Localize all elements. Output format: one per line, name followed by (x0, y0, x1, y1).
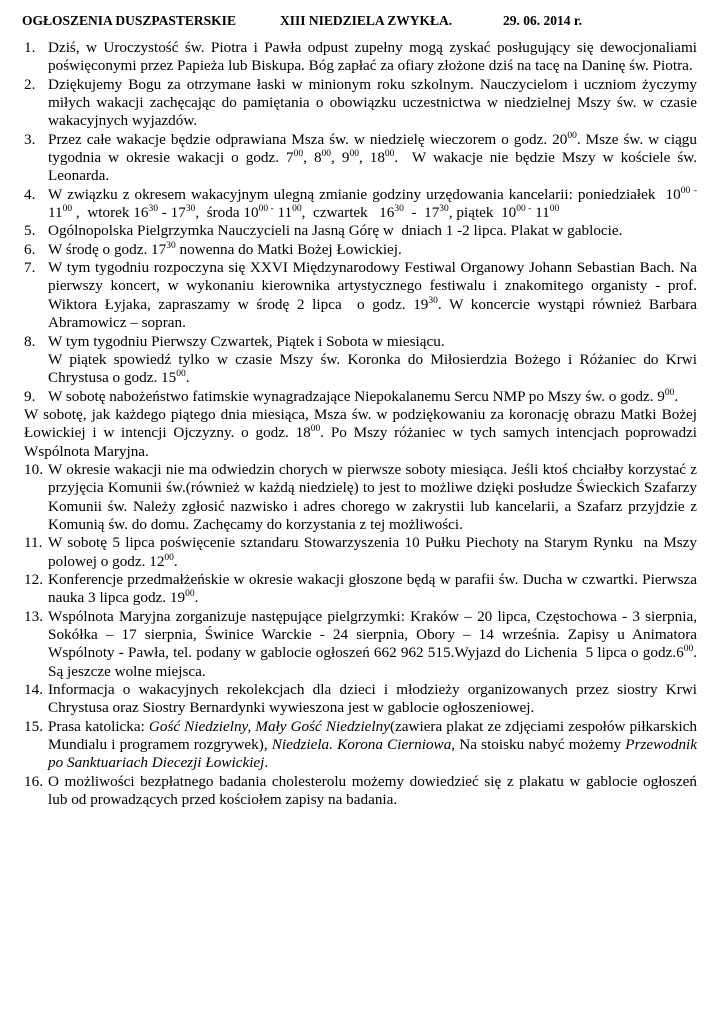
header-title: OGŁOSZENIA DUSZPASTERSKIE (22, 13, 236, 28)
item-number: 16. (24, 772, 43, 790)
announcement-item (24, 259, 697, 332)
announcement-item (24, 333, 697, 388)
item-number: 8. (24, 332, 36, 350)
announcement-item (24, 186, 697, 223)
item-text: Informacja o wakacyjnych rekolekcjach dla dzieci i młodzieży organizowanych przez siostry Krwi Chrystusa oraz Siostry Bernardynki wywieszona jest w gablocie ogłoszeniowej. (48, 681, 697, 717)
item-text: Ogólnopolska Pielgrzymka Nauczycieli na Jasną Górę w dniach 1 -2 lipca. Plakat w gablocie. (48, 222, 623, 240)
item-number: 5. (24, 222, 36, 240)
announcement-list (24, 39, 697, 809)
item-number: 4. (24, 185, 36, 203)
announcement-item (24, 773, 697, 810)
announcement-item (24, 222, 697, 240)
announcement-item (24, 461, 697, 534)
item-text: W okresie wakacji nie ma odwiedzin chorych w pierwsze soboty miesiąca. Jeśli ktoś chciałby korzystać z przyjęcia Komunii św.(również w każdą niedzielę) to jest to możliwe dzięki posłudze Świeckich Szafarzy Komunii św. Należy zgłosić nazwisko i adres chorego w zakrystii lub kancelarii, a Szafarz przyjdzie z Komunią św. do domu. Zachęcamy do korzystania z tej możliwości. (48, 460, 697, 533)
item-number: 12. (24, 570, 43, 588)
item-text: O możliwości bezpłatnego badania cholesterolu możemy dowiedzieć się z plakatu w gablocie ogłoszeń lub od prowadzących przed kościołem zapisy na badania. (48, 772, 697, 809)
header-sunday: XIII NIEDZIELA ZWYKŁA. (280, 13, 453, 28)
item-number: 11. (24, 534, 43, 552)
item-number: 10. (24, 460, 43, 478)
announcement-item (24, 681, 697, 718)
item-text: Prasa katolicka: Gość Niedzielny, Mały Gość Niedzielny(zawiera plakat ze zdjęciami zespołów piłkarskich Mundialu i programem rozgrywek), Niedziela. Korona Cierniowa, Na stoisku nabyć możemy Przewodnik po Sanktuariach Diecezji Łowickiej. (48, 717, 698, 772)
item-number: 7. (24, 259, 36, 277)
item-text: Konferencje przedmałżeńskie w okresie wakacji głoszone będą w parafii św. Ducha w czwartki. Pierwsza nauka 3 lipca godz. $19^{00}$. (48, 570, 697, 607)
item-number: 3. (24, 130, 36, 148)
item-number: 9. (24, 387, 36, 405)
item-number: 14. (24, 681, 43, 699)
item-number: 13. (24, 607, 43, 625)
announcement-item (24, 131, 697, 186)
announcement-paragraph: W sobotę, jak każdego piątego dnia miesiąca, Msza św. w podziękowaniu za koronację obrazu Matki Bożej Łowickiej i w intencji Ojczyzny. o godz. $18^{00}$. Po Mszy różaniec w tych samych intencjach poprowadzi Wspólnota Maryjna. (24, 405, 697, 460)
item-number: 6. (24, 240, 36, 258)
item-text: W sobotę nabożeństwo fatimskie wynagradzające Niepokalanemu Sercu NMP po Mszy św. o godz. $9^{00}$. (48, 387, 679, 405)
item-text: W związku z okresem wakacyjnym ulegną zmianie godziny urzędowania kancelarii: poniedziałek $10^{00 -}$ $11^{00}$ , wtorek $16^{30} - 17^{30}$, środa $10^{00 -}$ $11^{00}$, czwartek $16^{30} - 17^{30}$, piątek $10^{00 -}$ $11^{00}$ (48, 185, 697, 222)
item-text: W tym tygodniu Pierwszy Czwartek, Piątek i Sobota w miesiącu. W piątek spowiedź tylko w czasie Mszy św. Koronka do Miłosierdzia Bożego i Różaniec do Krwi Chrystusa o godz. $15^{00}$. (48, 332, 697, 387)
item-text: Wspólnota Maryjna zorganizuje następujące pielgrzymki: Kraków – 20 lipca, Częstochowa - 3 sierpnia, Sokółka – 17 sierpnia, Świnice Warckie - 24 sierpnia, Obory – 14 września. Zapisy u Animatora Wspólnoty - Pawła, tel. podany w gablocie ogłoszeń 662 962 515.Wyjazd do Lichenia 5 lipca o $godz.6^{00}$. Są jeszcze wolne miejsca. (48, 607, 697, 680)
item-text: W środę o godz. $17^{30}$ nowenna do Matki Bożej Łowickiej. (48, 240, 402, 258)
item-text: Dziś, w Uroczystość św. Piotra i Pawła odpust zupełny mogą zyskać posługujący się dewocjonaliami poświęconymi przez Papieża lub Biskupa. Bóg zapłać za ofiary złożone dziś na tacę na Daninę św. Piotra. (48, 39, 697, 75)
item-number: 1. (24, 39, 36, 56)
item-text: W sobotę 5 lipca poświęcenie sztandaru Stowarzyszenia 10 Pułku Piechoty na Starym Rynku na Mszy polowej o godz. $12^{00}$. (48, 534, 697, 570)
announcement-item (24, 241, 697, 259)
item-text: Dziękujemy Bogu za otrzymane łaski w minionym roku szkolnym. Nauczycielom i uczniom życzymy miłych wakacji zachęcając do pamiętania o obowiązku uczestnictwa w niedzielnej Mszy św. w czasie wakacyjnych wyjazdów. (48, 75, 697, 130)
item-number: 15. (24, 717, 43, 735)
announcement-item (24, 608, 697, 681)
announcement-item (24, 534, 697, 571)
announcement-item (24, 76, 697, 131)
header-date: 29. 06. 2014 r. (503, 13, 583, 28)
announcement-item (24, 39, 697, 76)
announcement-item (24, 571, 697, 608)
item-number: 2. (24, 75, 36, 93)
announcement-item (24, 388, 697, 406)
announcement-item (24, 718, 697, 773)
item-text: W tym tygodniu rozpoczyna się XXVI Międzynarodowy Festiwal Organowy Johann Sebastian Bach. Na pierwszy koncert, w wykonaniu kierownika artystycznego festiwalu i znakomitego organisty - prof. Wiktora Łyjaka, zapraszamy w środę 2 lipca o godz. $19^{30}$. W koncercie wystąpi również Barbara Abramowicz – sopran. (48, 259, 697, 332)
item-text: Przez całe wakacje będzie odprawiana Msza św. w niedzielę wieczorem o godz. $20^{00}$. Msze św. w ciągu tygodnia w okresie wakacji o godz. $7^{00}$, $8^{00}$, $9^{00}$, $18^{00}$. W wakacje nie będzie Mszy w kościele św. Leonarda. (48, 130, 698, 185)
